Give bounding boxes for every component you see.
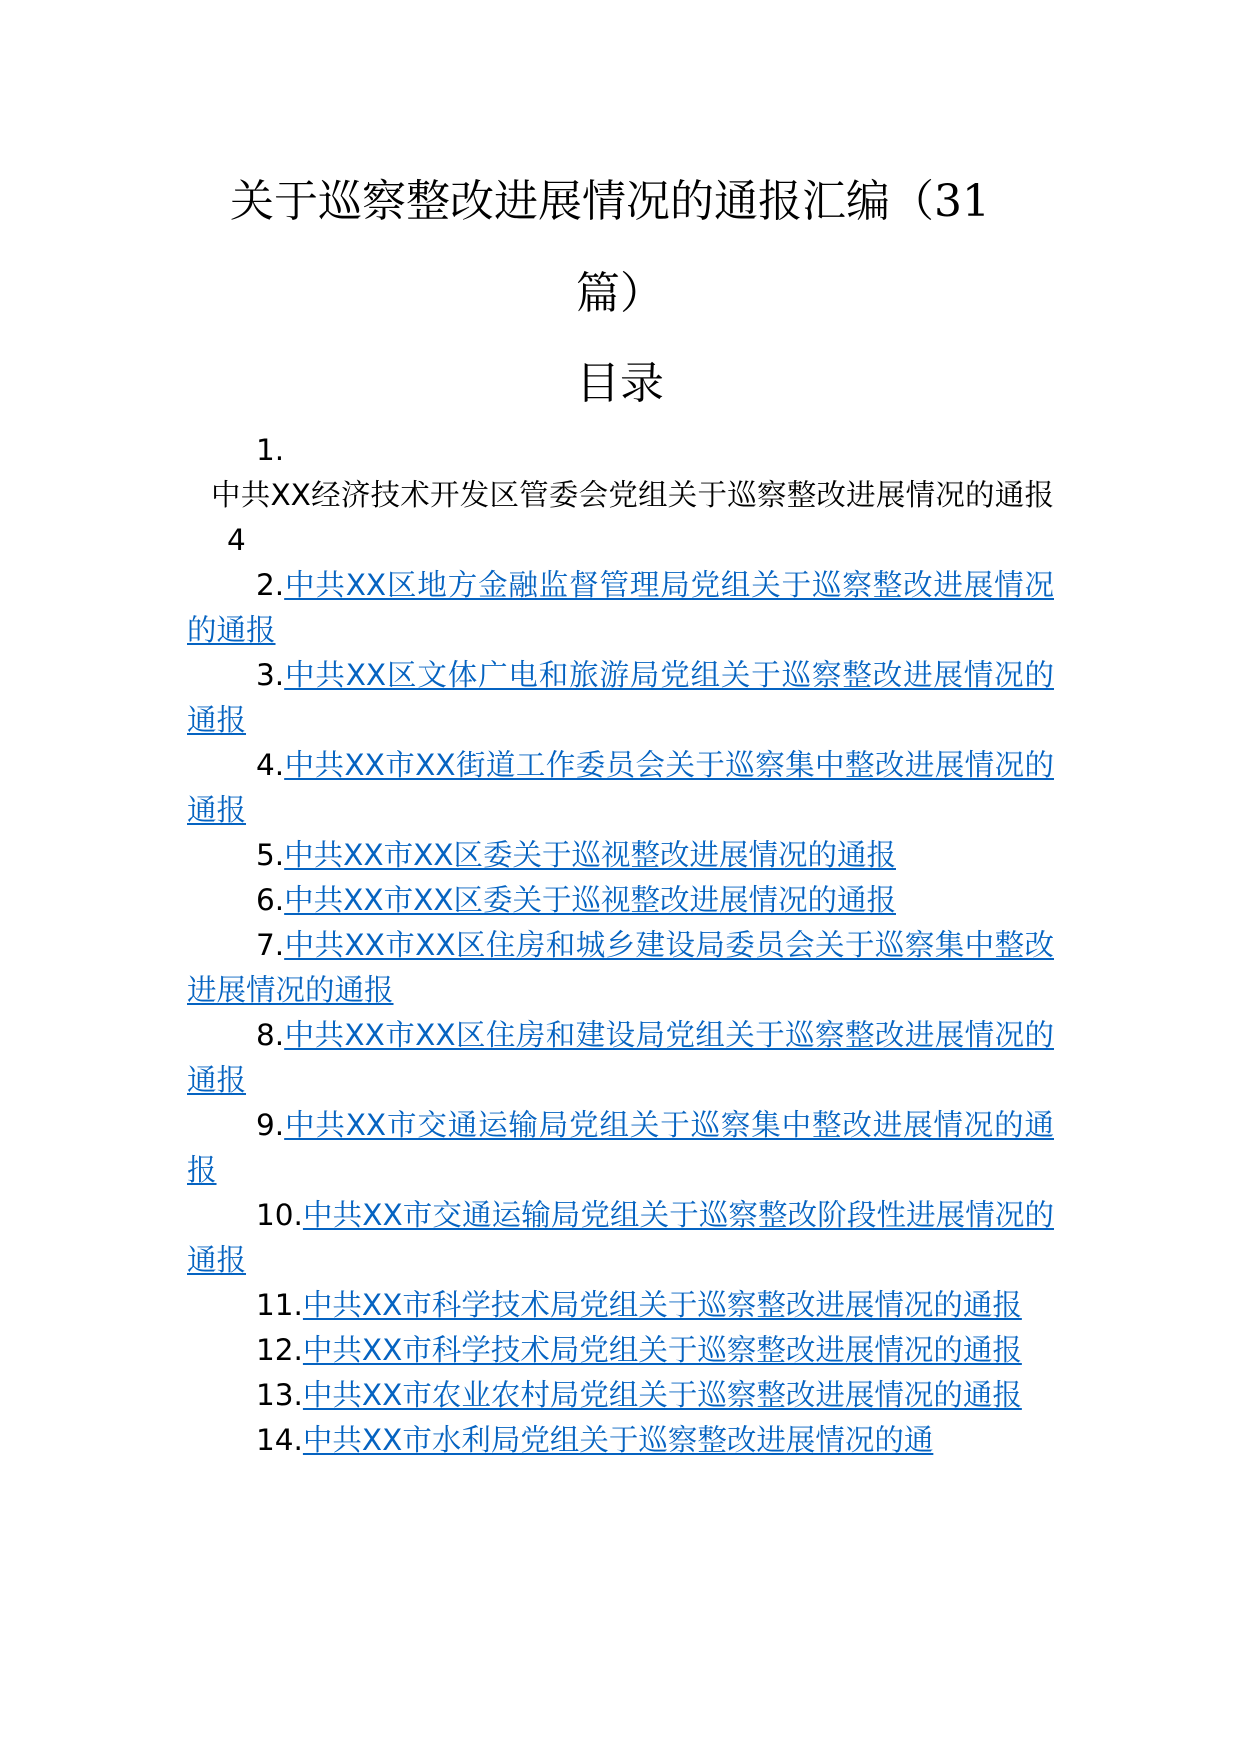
toc-item <box>187 1328 1054 1373</box>
toc-item-link[interactable]: 中共XX区文体广电和旅游局党组关于巡察整改进展情况的通报 <box>187 658 1054 737</box>
toc-item-number: 8. <box>256 1018 285 1052</box>
document-title-count: 31 <box>934 176 990 227</box>
toc-item-number: 4. <box>256 748 285 782</box>
toc-item-link[interactable]: 中共XX市XX街道工作委员会关于巡察集中整改进展情况的通报 <box>187 748 1054 827</box>
document-title-text: 关于巡察整改进展情况的通报汇编（ <box>230 176 934 227</box>
toc-item-link[interactable]: 中共XX市XX区住房和建设局党组关于巡察整改进展情况的通报 <box>187 1018 1054 1097</box>
toc-item-number: 11. <box>256 1288 303 1322</box>
toc-item-link[interactable]: 中共XX市XX区住房和城乡建设局委员会关于巡察集中整改进展情况的通报 <box>187 928 1054 1007</box>
toc-item-number: 14. <box>256 1423 303 1457</box>
toc-item <box>187 923 1054 1013</box>
toc-item-number: 13. <box>256 1378 303 1412</box>
toc-item-page-number: 4 <box>227 523 246 557</box>
toc-item-link[interactable]: 中共XX市农业农村局党组关于巡察整改进展情况的通报 <box>302 1378 1022 1412</box>
toc-item <box>187 1193 1054 1283</box>
toc-item <box>187 1418 1054 1463</box>
toc-item-number: 5. <box>256 838 285 872</box>
toc-item-number: 10. <box>256 1198 303 1232</box>
toc-item-title: 中共XX经济技术开发区管委会党组关于巡察整改进展情况的通报 <box>211 478 1054 512</box>
toc-item <box>187 1103 1054 1193</box>
toc-item-link[interactable]: 中共XX市XX区委关于巡视整改进展情况的通报 <box>284 883 896 917</box>
toc-item <box>187 1283 1054 1328</box>
table-of-contents <box>187 428 1054 1463</box>
toc-item-number: 12. <box>256 1333 303 1367</box>
toc-item-number: 2. <box>256 568 285 602</box>
toc-item-link[interactable]: 中共XX市XX区委关于巡视整改进展情况的通报 <box>284 838 896 872</box>
document-title-line-1 <box>230 176 990 228</box>
toc-item-link[interactable]: 中共XX市交通运输局党组关于巡察集中整改进展情况的通报 <box>187 1108 1054 1187</box>
toc-item-number: 1. <box>256 433 285 467</box>
toc-item-link[interactable]: 中共XX市交通运输局党组关于巡察整改阶段性进展情况的通报 <box>187 1198 1054 1277</box>
toc-item <box>187 428 1054 563</box>
toc-item-link[interactable]: 中共XX市水利局党组关于巡察整改进展情况的通 <box>302 1423 934 1457</box>
document-title-line-2: 篇） <box>576 268 664 319</box>
toc-item-number: 3. <box>256 658 285 692</box>
toc-item <box>187 563 1054 653</box>
toc-heading: 目录 <box>576 358 664 409</box>
toc-item-number: 6. <box>256 883 285 917</box>
toc-item-entry <box>187 473 1054 563</box>
toc-item <box>187 743 1054 833</box>
toc-item <box>187 1373 1054 1418</box>
toc-item-link[interactable]: 中共XX区地方金融监督管理局党组关于巡察整改进展情况的通报 <box>187 568 1054 647</box>
toc-item-link[interactable]: 中共XX市科学技术局党组关于巡察整改进展情况的通报 <box>302 1288 1022 1322</box>
toc-item-link[interactable]: 中共XX市科学技术局党组关于巡察整改进展情况的通报 <box>302 1333 1022 1367</box>
toc-item <box>187 1013 1054 1103</box>
toc-item-number: 9. <box>256 1108 285 1142</box>
toc-item <box>187 653 1054 743</box>
toc-item-number: 7. <box>256 928 285 962</box>
toc-item <box>187 878 1054 923</box>
toc-item <box>187 833 1054 878</box>
